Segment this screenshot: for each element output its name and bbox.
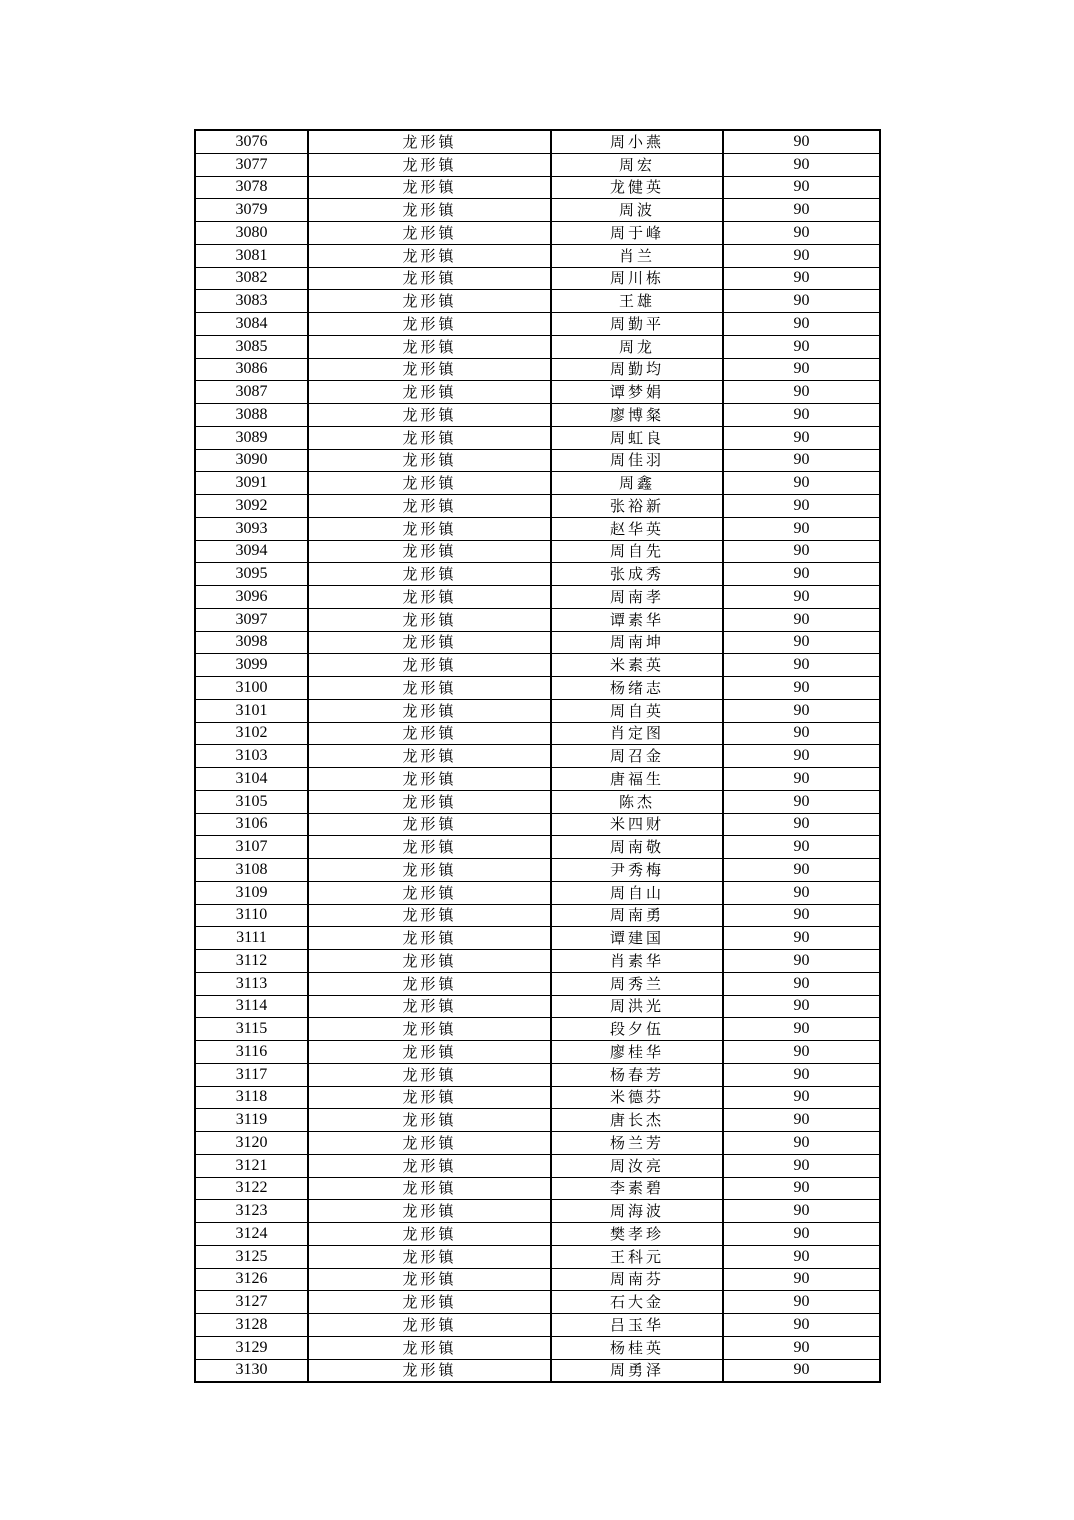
score-cell: 90 xyxy=(723,1336,880,1359)
row-number-cell: 3128 xyxy=(195,1314,308,1337)
town-cell: 龙形镇 xyxy=(308,517,551,540)
row-number-cell: 3111 xyxy=(195,927,308,950)
person-name-cell: 米素英 xyxy=(551,654,723,677)
person-name-cell: 段夕伍 xyxy=(551,1018,723,1041)
roster-table-body xyxy=(195,130,880,1382)
person-name-cell: 周秀兰 xyxy=(551,972,723,995)
town-cell: 龙形镇 xyxy=(308,836,551,859)
row-number-cell: 3079 xyxy=(195,199,308,222)
score-cell: 90 xyxy=(723,153,880,176)
person-name-cell: 周佳羽 xyxy=(551,449,723,472)
person-name-cell: 吕玉华 xyxy=(551,1314,723,1337)
row-number-cell: 3086 xyxy=(195,358,308,381)
town-cell: 龙形镇 xyxy=(308,426,551,449)
town-cell: 龙形镇 xyxy=(308,199,551,222)
person-name-cell: 周宏 xyxy=(551,153,723,176)
table-row xyxy=(195,563,880,586)
town-cell: 龙形镇 xyxy=(308,859,551,882)
town-cell: 龙形镇 xyxy=(308,1336,551,1359)
score-cell: 90 xyxy=(723,608,880,631)
score-cell: 90 xyxy=(723,1018,880,1041)
score-cell: 90 xyxy=(723,267,880,290)
person-name-cell: 张裕新 xyxy=(551,495,723,518)
score-cell: 90 xyxy=(723,790,880,813)
town-cell: 龙形镇 xyxy=(308,995,551,1018)
row-number-cell: 3091 xyxy=(195,472,308,495)
person-name-cell: 陈杰 xyxy=(551,790,723,813)
score-cell: 90 xyxy=(723,586,880,609)
score-cell: 90 xyxy=(723,881,880,904)
row-number-cell: 3102 xyxy=(195,722,308,745)
score-cell: 90 xyxy=(723,358,880,381)
town-cell: 龙形镇 xyxy=(308,1041,551,1064)
table-row xyxy=(195,449,880,472)
table-row xyxy=(195,586,880,609)
score-cell: 90 xyxy=(723,1245,880,1268)
row-number-cell: 3124 xyxy=(195,1223,308,1246)
table-row xyxy=(195,631,880,654)
score-cell: 90 xyxy=(723,290,880,313)
table-row xyxy=(195,472,880,495)
person-name-cell: 周勤平 xyxy=(551,313,723,336)
row-number-cell: 3103 xyxy=(195,745,308,768)
town-cell: 龙形镇 xyxy=(308,768,551,791)
town-cell: 龙形镇 xyxy=(308,699,551,722)
row-number-cell: 3130 xyxy=(195,1359,308,1382)
person-name-cell: 王雄 xyxy=(551,290,723,313)
row-number-cell: 3118 xyxy=(195,1086,308,1109)
table-row xyxy=(195,335,880,358)
town-cell: 龙形镇 xyxy=(308,745,551,768)
score-cell: 90 xyxy=(723,722,880,745)
row-number-cell: 3098 xyxy=(195,631,308,654)
table-row xyxy=(195,904,880,927)
row-number-cell: 3108 xyxy=(195,859,308,882)
town-cell: 龙形镇 xyxy=(308,1223,551,1246)
row-number-cell: 3125 xyxy=(195,1245,308,1268)
person-name-cell: 米四财 xyxy=(551,813,723,836)
row-number-cell: 3083 xyxy=(195,290,308,313)
row-number-cell: 3076 xyxy=(195,130,308,153)
row-number-cell: 3129 xyxy=(195,1336,308,1359)
town-cell: 龙形镇 xyxy=(308,244,551,267)
row-number-cell: 3113 xyxy=(195,972,308,995)
score-cell: 90 xyxy=(723,654,880,677)
score-cell: 90 xyxy=(723,745,880,768)
person-name-cell: 杨兰芳 xyxy=(551,1132,723,1155)
town-cell: 龙形镇 xyxy=(308,608,551,631)
person-name-cell: 周南芬 xyxy=(551,1268,723,1291)
table-row xyxy=(195,267,880,290)
table-row xyxy=(195,404,880,427)
town-cell: 龙形镇 xyxy=(308,631,551,654)
score-cell: 90 xyxy=(723,950,880,973)
town-cell: 龙形镇 xyxy=(308,972,551,995)
score-cell: 90 xyxy=(723,1268,880,1291)
town-cell: 龙形镇 xyxy=(308,950,551,973)
row-number-cell: 3119 xyxy=(195,1109,308,1132)
person-name-cell: 米德芬 xyxy=(551,1086,723,1109)
person-name-cell: 龙健英 xyxy=(551,176,723,199)
person-name-cell: 谭素华 xyxy=(551,608,723,631)
town-cell: 龙形镇 xyxy=(308,267,551,290)
row-number-cell: 3101 xyxy=(195,699,308,722)
table-row xyxy=(195,859,880,882)
score-cell: 90 xyxy=(723,130,880,153)
score-cell: 90 xyxy=(723,904,880,927)
town-cell: 龙形镇 xyxy=(308,290,551,313)
town-cell: 龙形镇 xyxy=(308,335,551,358)
row-number-cell: 3087 xyxy=(195,381,308,404)
row-number-cell: 3109 xyxy=(195,881,308,904)
row-number-cell: 3106 xyxy=(195,813,308,836)
score-cell: 90 xyxy=(723,1200,880,1223)
score-cell: 90 xyxy=(723,836,880,859)
row-number-cell: 3112 xyxy=(195,950,308,973)
table-row xyxy=(195,654,880,677)
table-row xyxy=(195,1314,880,1337)
score-cell: 90 xyxy=(723,631,880,654)
town-cell: 龙形镇 xyxy=(308,449,551,472)
row-number-cell: 3090 xyxy=(195,449,308,472)
score-cell: 90 xyxy=(723,449,880,472)
score-cell: 90 xyxy=(723,517,880,540)
table-row xyxy=(195,495,880,518)
town-cell: 龙形镇 xyxy=(308,586,551,609)
town-cell: 龙形镇 xyxy=(308,1200,551,1223)
table-row xyxy=(195,313,880,336)
town-cell: 龙形镇 xyxy=(308,1268,551,1291)
town-cell: 龙形镇 xyxy=(308,813,551,836)
person-name-cell: 周南敬 xyxy=(551,836,723,859)
score-cell: 90 xyxy=(723,426,880,449)
person-name-cell: 周南坤 xyxy=(551,631,723,654)
table-row xyxy=(195,290,880,313)
town-cell: 龙形镇 xyxy=(308,358,551,381)
row-number-cell: 3088 xyxy=(195,404,308,427)
person-name-cell: 肖兰 xyxy=(551,244,723,267)
table-row xyxy=(195,722,880,745)
person-name-cell: 周汝亮 xyxy=(551,1154,723,1177)
row-number-cell: 3080 xyxy=(195,222,308,245)
person-name-cell: 廖桂华 xyxy=(551,1041,723,1064)
row-number-cell: 3117 xyxy=(195,1063,308,1086)
row-number-cell: 3082 xyxy=(195,267,308,290)
table-row xyxy=(195,1359,880,1382)
town-cell: 龙形镇 xyxy=(308,313,551,336)
row-number-cell: 3114 xyxy=(195,995,308,1018)
row-number-cell: 3127 xyxy=(195,1291,308,1314)
town-cell: 龙形镇 xyxy=(308,1359,551,1382)
row-number-cell: 3085 xyxy=(195,335,308,358)
person-name-cell: 周勤均 xyxy=(551,358,723,381)
person-name-cell: 唐长杰 xyxy=(551,1109,723,1132)
score-cell: 90 xyxy=(723,1041,880,1064)
row-number-cell: 3105 xyxy=(195,790,308,813)
person-name-cell: 廖博粲 xyxy=(551,404,723,427)
town-cell: 龙形镇 xyxy=(308,1314,551,1337)
town-cell: 龙形镇 xyxy=(308,790,551,813)
person-name-cell: 杨桂英 xyxy=(551,1336,723,1359)
table-row xyxy=(195,1154,880,1177)
score-cell: 90 xyxy=(723,1359,880,1382)
town-cell: 龙形镇 xyxy=(308,1291,551,1314)
row-number-cell: 3078 xyxy=(195,176,308,199)
person-name-cell: 周自山 xyxy=(551,881,723,904)
row-number-cell: 3120 xyxy=(195,1132,308,1155)
town-cell: 龙形镇 xyxy=(308,495,551,518)
table-row xyxy=(195,358,880,381)
row-number-cell: 3121 xyxy=(195,1154,308,1177)
table-row xyxy=(195,517,880,540)
town-cell: 龙形镇 xyxy=(308,404,551,427)
town-cell: 龙形镇 xyxy=(308,1086,551,1109)
score-cell: 90 xyxy=(723,1132,880,1155)
score-cell: 90 xyxy=(723,972,880,995)
table-row xyxy=(195,130,880,153)
person-name-cell: 周勇泽 xyxy=(551,1359,723,1382)
town-cell: 龙形镇 xyxy=(308,881,551,904)
score-cell: 90 xyxy=(723,335,880,358)
score-cell: 90 xyxy=(723,1291,880,1314)
score-cell: 90 xyxy=(723,1314,880,1337)
score-cell: 90 xyxy=(723,1154,880,1177)
person-name-cell: 周自先 xyxy=(551,540,723,563)
person-name-cell: 周鑫 xyxy=(551,472,723,495)
row-number-cell: 3097 xyxy=(195,608,308,631)
table-row xyxy=(195,1063,880,1086)
score-cell: 90 xyxy=(723,699,880,722)
person-name-cell: 唐福生 xyxy=(551,768,723,791)
table-row xyxy=(195,1336,880,1359)
row-number-cell: 3123 xyxy=(195,1200,308,1223)
table-row xyxy=(195,153,880,176)
table-row xyxy=(195,199,880,222)
score-cell: 90 xyxy=(723,404,880,427)
row-number-cell: 3095 xyxy=(195,563,308,586)
row-number-cell: 3092 xyxy=(195,495,308,518)
score-cell: 90 xyxy=(723,313,880,336)
table-row xyxy=(195,813,880,836)
table-row xyxy=(195,1268,880,1291)
table-row xyxy=(195,426,880,449)
table-row xyxy=(195,1245,880,1268)
row-number-cell: 3107 xyxy=(195,836,308,859)
town-cell: 龙形镇 xyxy=(308,222,551,245)
table-row xyxy=(195,222,880,245)
town-cell: 龙形镇 xyxy=(308,472,551,495)
town-cell: 龙形镇 xyxy=(308,1177,551,1200)
row-number-cell: 3077 xyxy=(195,153,308,176)
table-row xyxy=(195,1041,880,1064)
person-name-cell: 周自英 xyxy=(551,699,723,722)
row-number-cell: 3115 xyxy=(195,1018,308,1041)
table-row xyxy=(195,768,880,791)
score-cell: 90 xyxy=(723,677,880,700)
row-number-cell: 3081 xyxy=(195,244,308,267)
person-name-cell: 尹秀梅 xyxy=(551,859,723,882)
person-name-cell: 周海波 xyxy=(551,1200,723,1223)
town-cell: 龙形镇 xyxy=(308,381,551,404)
score-cell: 90 xyxy=(723,927,880,950)
person-name-cell: 周南勇 xyxy=(551,904,723,927)
person-name-cell: 周召金 xyxy=(551,745,723,768)
score-cell: 90 xyxy=(723,1086,880,1109)
town-cell: 龙形镇 xyxy=(308,1063,551,1086)
row-number-cell: 3110 xyxy=(195,904,308,927)
table-row xyxy=(195,836,880,859)
town-cell: 龙形镇 xyxy=(308,1132,551,1155)
row-number-cell: 3093 xyxy=(195,517,308,540)
person-name-cell: 周波 xyxy=(551,199,723,222)
person-name-cell: 赵华英 xyxy=(551,517,723,540)
town-cell: 龙形镇 xyxy=(308,1154,551,1177)
score-cell: 90 xyxy=(723,472,880,495)
row-number-cell: 3099 xyxy=(195,654,308,677)
score-cell: 90 xyxy=(723,244,880,267)
table-row xyxy=(195,927,880,950)
person-name-cell: 周龙 xyxy=(551,335,723,358)
row-number-cell: 3126 xyxy=(195,1268,308,1291)
table-row xyxy=(195,608,880,631)
person-name-cell: 杨绪志 xyxy=(551,677,723,700)
table-row xyxy=(195,244,880,267)
person-name-cell: 周南孝 xyxy=(551,586,723,609)
person-name-cell: 樊孝珍 xyxy=(551,1223,723,1246)
person-name-cell: 张成秀 xyxy=(551,563,723,586)
table-row xyxy=(195,1291,880,1314)
table-row xyxy=(195,1086,880,1109)
table-row xyxy=(195,1018,880,1041)
person-name-cell: 肖定图 xyxy=(551,722,723,745)
score-cell: 90 xyxy=(723,563,880,586)
table-row xyxy=(195,995,880,1018)
town-cell: 龙形镇 xyxy=(308,904,551,927)
person-name-cell: 周川栋 xyxy=(551,267,723,290)
town-cell: 龙形镇 xyxy=(308,1245,551,1268)
score-cell: 90 xyxy=(723,495,880,518)
table-row xyxy=(195,677,880,700)
row-number-cell: 3094 xyxy=(195,540,308,563)
table-row xyxy=(195,950,880,973)
person-name-cell: 杨春芳 xyxy=(551,1063,723,1086)
score-cell: 90 xyxy=(723,222,880,245)
score-cell: 90 xyxy=(723,199,880,222)
table-row xyxy=(195,699,880,722)
table-row xyxy=(195,1132,880,1155)
table-row xyxy=(195,1109,880,1132)
table-row xyxy=(195,790,880,813)
person-name-cell: 肖素华 xyxy=(551,950,723,973)
score-cell: 90 xyxy=(723,176,880,199)
town-cell: 龙形镇 xyxy=(308,176,551,199)
person-name-cell: 谭建国 xyxy=(551,927,723,950)
row-number-cell: 3084 xyxy=(195,313,308,336)
score-cell: 90 xyxy=(723,540,880,563)
score-cell: 90 xyxy=(723,1177,880,1200)
row-number-cell: 3100 xyxy=(195,677,308,700)
score-cell: 90 xyxy=(723,1109,880,1132)
row-number-cell: 3089 xyxy=(195,426,308,449)
row-number-cell: 3096 xyxy=(195,586,308,609)
score-cell: 90 xyxy=(723,1223,880,1246)
person-name-cell: 李素碧 xyxy=(551,1177,723,1200)
person-name-cell: 王科元 xyxy=(551,1245,723,1268)
town-cell: 龙形镇 xyxy=(308,1018,551,1041)
town-cell: 龙形镇 xyxy=(308,654,551,677)
score-cell: 90 xyxy=(723,768,880,791)
score-cell: 90 xyxy=(723,813,880,836)
town-cell: 龙形镇 xyxy=(308,153,551,176)
person-name-cell: 石大金 xyxy=(551,1291,723,1314)
town-cell: 龙形镇 xyxy=(308,1109,551,1132)
table-row xyxy=(195,381,880,404)
score-cell: 90 xyxy=(723,1063,880,1086)
town-cell: 龙形镇 xyxy=(308,927,551,950)
table-row xyxy=(195,1223,880,1246)
table-row xyxy=(195,881,880,904)
person-name-cell: 周虹良 xyxy=(551,426,723,449)
score-cell: 90 xyxy=(723,995,880,1018)
score-cell: 90 xyxy=(723,859,880,882)
table-row xyxy=(195,1200,880,1223)
town-cell: 龙形镇 xyxy=(308,563,551,586)
row-number-cell: 3122 xyxy=(195,1177,308,1200)
row-number-cell: 3104 xyxy=(195,768,308,791)
table-row xyxy=(195,1177,880,1200)
table-row xyxy=(195,745,880,768)
table-row xyxy=(195,972,880,995)
score-cell: 90 xyxy=(723,381,880,404)
row-number-cell: 3116 xyxy=(195,1041,308,1064)
table-row xyxy=(195,540,880,563)
town-cell: 龙形镇 xyxy=(308,130,551,153)
person-name-cell: 周小燕 xyxy=(551,130,723,153)
person-name-cell: 谭梦娟 xyxy=(551,381,723,404)
town-cell: 龙形镇 xyxy=(308,677,551,700)
town-cell: 龙形镇 xyxy=(308,540,551,563)
person-name-cell: 周洪光 xyxy=(551,995,723,1018)
roster-table xyxy=(194,129,881,1383)
town-cell: 龙形镇 xyxy=(308,722,551,745)
person-name-cell: 周于峰 xyxy=(551,222,723,245)
table-row xyxy=(195,176,880,199)
